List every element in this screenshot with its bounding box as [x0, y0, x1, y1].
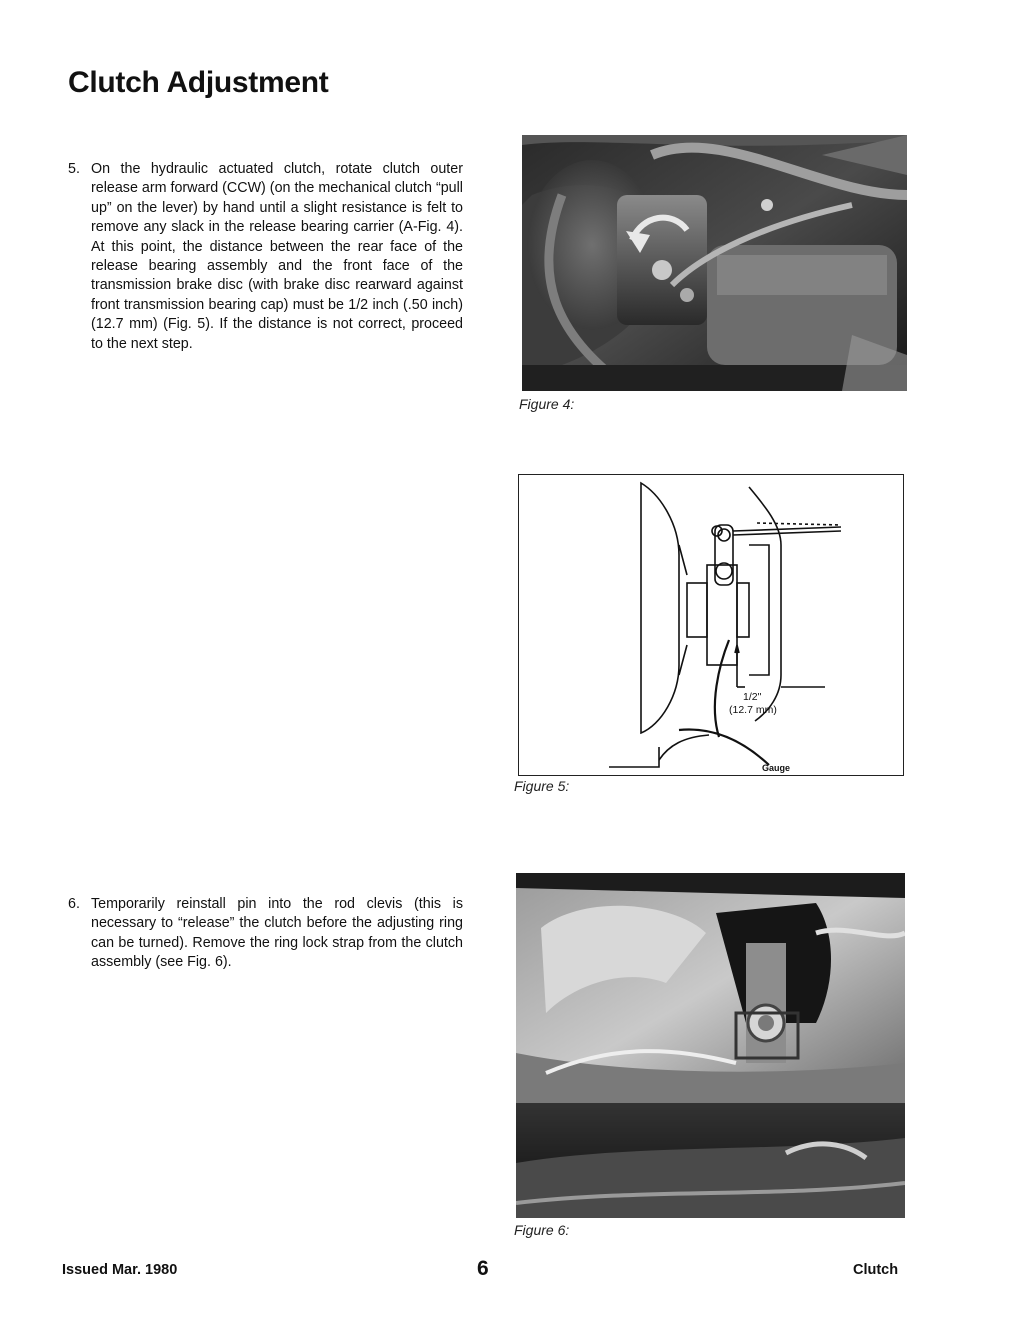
figure-4-photo [522, 135, 907, 391]
step-number: 5. [68, 161, 80, 177]
page-title: Clutch Adjustment [68, 66, 329, 99]
figure-4-caption: Figure 4: [519, 396, 575, 412]
step-5-paragraph [68, 160, 463, 354]
figure-6-photo [516, 873, 905, 1218]
step-number: 6. [68, 896, 80, 912]
flywheel-outline [641, 483, 679, 733]
figure-6-illustration [516, 873, 905, 1218]
figure-5-caption: Figure 5: [514, 778, 570, 794]
footer-page-number: 6 [477, 1257, 489, 1280]
gauge-label: Gauge [762, 763, 791, 773]
figure-6-caption: Figure 6: [514, 1222, 570, 1238]
step-text: Temporarily reinstall pin into the rod clevis (this is necessary to “release” the clutch before the adjusting ring can be turned). Remove the ring lock strap from the clutch assembly (see Fig. 6). [91, 896, 463, 971]
footer-issued-date: Issued Mar. 1980 [62, 1262, 178, 1278]
step-text: On the hydraulic actuated clutch, rotate clutch outer release arm forward (CCW) (on the mechanical clutch “pull up” on the lever) by hand until a slight resistance is felt to remove any slack in the release bearing carrier (A-Fig. 4). At this point, the distance between the rear face of the release bearing assembly and the front face of the transmission brake disc (with brake disc rearward against front transmission bearing cap) must be 1/2 inch (.50 inch) (12.7 mm) (Fig. 5). If the distance is not correct, proceed to the next step. [91, 161, 463, 352]
step-6-paragraph [68, 895, 463, 973]
dimension-inch-label: 1/2" [743, 691, 762, 703]
figure-4-illustration [522, 135, 907, 391]
dimension-mm-label: (12.7 mm) [729, 704, 777, 716]
figure-5-drawing [519, 475, 905, 777]
footer-section-name: Clutch [853, 1262, 899, 1278]
figure-5-diagram [518, 474, 904, 776]
